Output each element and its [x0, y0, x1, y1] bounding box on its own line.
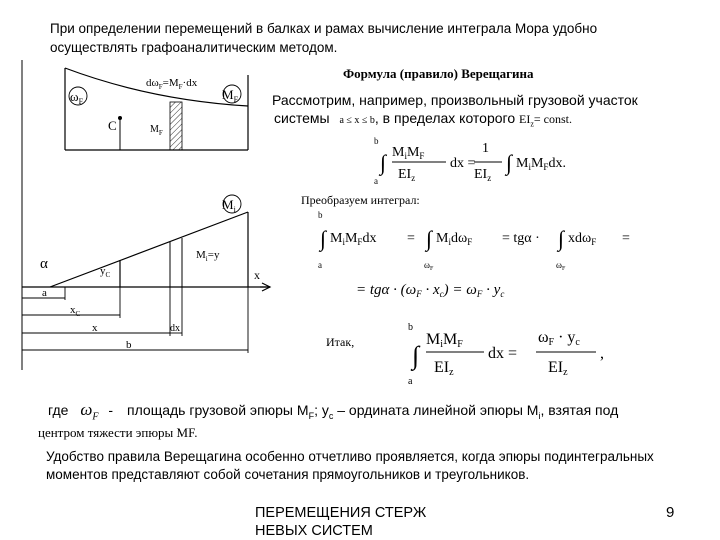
eq1-one: 1 — [482, 141, 489, 156]
label-mf: $M_F$ — [222, 87, 239, 104]
footer-title — [255, 504, 426, 540]
dim-xc: $x_C$ — [70, 304, 81, 318]
eq2-part-2-limit: $\omega_F$ — [424, 260, 434, 272]
eq2-limit-a: a — [318, 260, 322, 270]
consider-line-2 — [274, 110, 572, 128]
formula-title: Формула (правило) Верещагина — [343, 66, 534, 81]
itak-label: Итак, — [326, 335, 355, 349]
eq4-denominator-2: EIz — [548, 359, 568, 378]
label-c: C — [108, 118, 117, 133]
consider-systems: системы — [274, 110, 330, 126]
eq4-limit-a: a — [408, 376, 413, 387]
eq4-numerator-2: ωF · yc — [538, 329, 580, 348]
dwf-strip — [170, 102, 182, 150]
consider-within: , в пределах которого — [374, 110, 516, 126]
eq3-expression: = $tg\alpha \cdot (\omega_F \cdot x_c) = \omega_F \cdot y_c$ — [356, 282, 505, 299]
centroid-point — [118, 116, 122, 120]
where-line-2: центром тяжести эпюры MF. — [38, 425, 198, 440]
eq2-part-3-limit: $\omega_F$ — [556, 260, 566, 272]
eq4-comma: , — [600, 345, 604, 362]
consider-condition: a ≤ x ≤ b — [339, 115, 375, 126]
eq1-integral: ∫ — [380, 150, 387, 175]
eq4-numerator: MiMF — [426, 331, 463, 350]
eq1-rhs: $M_iM_Fdx$. — [516, 156, 566, 172]
vereshchagin-diagram — [0, 0, 300, 370]
label-omega-f: $\omega_F$ — [70, 89, 84, 106]
equation-2 — [312, 208, 652, 272]
eq2-part-3-expr: xdω$_F$ — [568, 231, 597, 247]
eq1-integral-2: ∫ — [506, 150, 513, 175]
label-alpha: α — [40, 256, 48, 272]
where-dash: - — [108, 402, 114, 418]
eq4-limit-b: b — [408, 322, 413, 333]
dim-a: a — [42, 287, 47, 299]
eq4-dx-eq: dx = — [488, 345, 518, 362]
where-line-1 — [48, 400, 618, 422]
footer-title-line-2: НЕВЫХ СИСТЕМ — [255, 523, 373, 539]
intro-line-1: При определении перемещений в балках и рамах вычисление интеграла Мора удобно — [50, 21, 598, 36]
label-mi-y: $M_i=y$ — [196, 249, 220, 263]
label-mi: $M_i$ — [222, 197, 236, 214]
eq1-denominator: $EI_z$ — [398, 167, 416, 183]
equation-1 — [370, 132, 600, 190]
consider-ei: $EI_z=$ const. — [519, 112, 573, 129]
where-text: площадь грузовой эпюры $M_F$; $y_c$ – ордината линейной эпюры $M_i$, взятая под — [127, 402, 619, 421]
page-number: 9 — [666, 504, 675, 521]
eq2-part-3: = tgα · — [502, 231, 540, 246]
footer-title-line-1: ПЕРЕМЕЩЕНИЯ СТЕРЖ — [255, 505, 427, 521]
consider-line-1: Рассмотрим, например, произвольный грузовой участок — [272, 92, 638, 108]
transform-label: Преобразуем интеграл: — [301, 193, 420, 207]
eq1-limit-b: b — [374, 136, 379, 146]
eq1-dx-eq: dx = — [450, 156, 476, 171]
label-yc: $y_C$ — [100, 265, 111, 279]
eq2-part-1: $M_iM_Fdx$ — [330, 231, 377, 247]
equation-4 — [404, 316, 644, 388]
dim-x: x — [92, 322, 98, 334]
dim-dx: dx — [170, 323, 180, 334]
svg-text:∫: ∫ — [320, 226, 327, 251]
equation-3 — [352, 274, 602, 304]
svg-text:∫: ∫ — [412, 341, 420, 370]
conclusion-line-2: моментов представляют собой сочетания прямоугольников и треугольников. — [46, 467, 530, 482]
eq2-limit-b: b — [318, 210, 323, 220]
mi-diagram — [22, 212, 270, 291]
eq2-equals: = — [407, 231, 415, 246]
where-gde: где — [48, 402, 69, 418]
eq1-numerator: $M_iM_F$ — [392, 145, 425, 161]
svg-text:∫: ∫ — [558, 226, 565, 251]
mf-diagram — [22, 60, 248, 370]
dimension-lines — [22, 287, 248, 353]
eq1-limit-a: a — [374, 176, 378, 186]
eq1-denominator-2: $EI_z$ — [474, 167, 492, 183]
eq4-denominator: EIz — [434, 359, 454, 378]
diagram-labels — [40, 77, 260, 351]
dim-b: b — [126, 339, 132, 351]
where-omega: $\omega_F$ — [80, 400, 99, 423]
eq2-part-4: = — [622, 231, 630, 246]
svg-text:∫: ∫ — [426, 226, 433, 251]
label-x-axis: x — [254, 268, 260, 282]
conclusion-line-1: Удобство правила Верещагина особенно отчетливо проявляется, когда эпюры подинтегральных — [46, 449, 654, 464]
label-dwf: $d\omega_F=M_F\cdot dx$ — [146, 77, 198, 91]
intro-line-2: осуществлять графоаналитическим методом. — [50, 40, 338, 55]
eq2-part-2: $M_id\omega_F$ — [436, 231, 473, 247]
label-mf-small: $M_F$ — [150, 124, 163, 137]
